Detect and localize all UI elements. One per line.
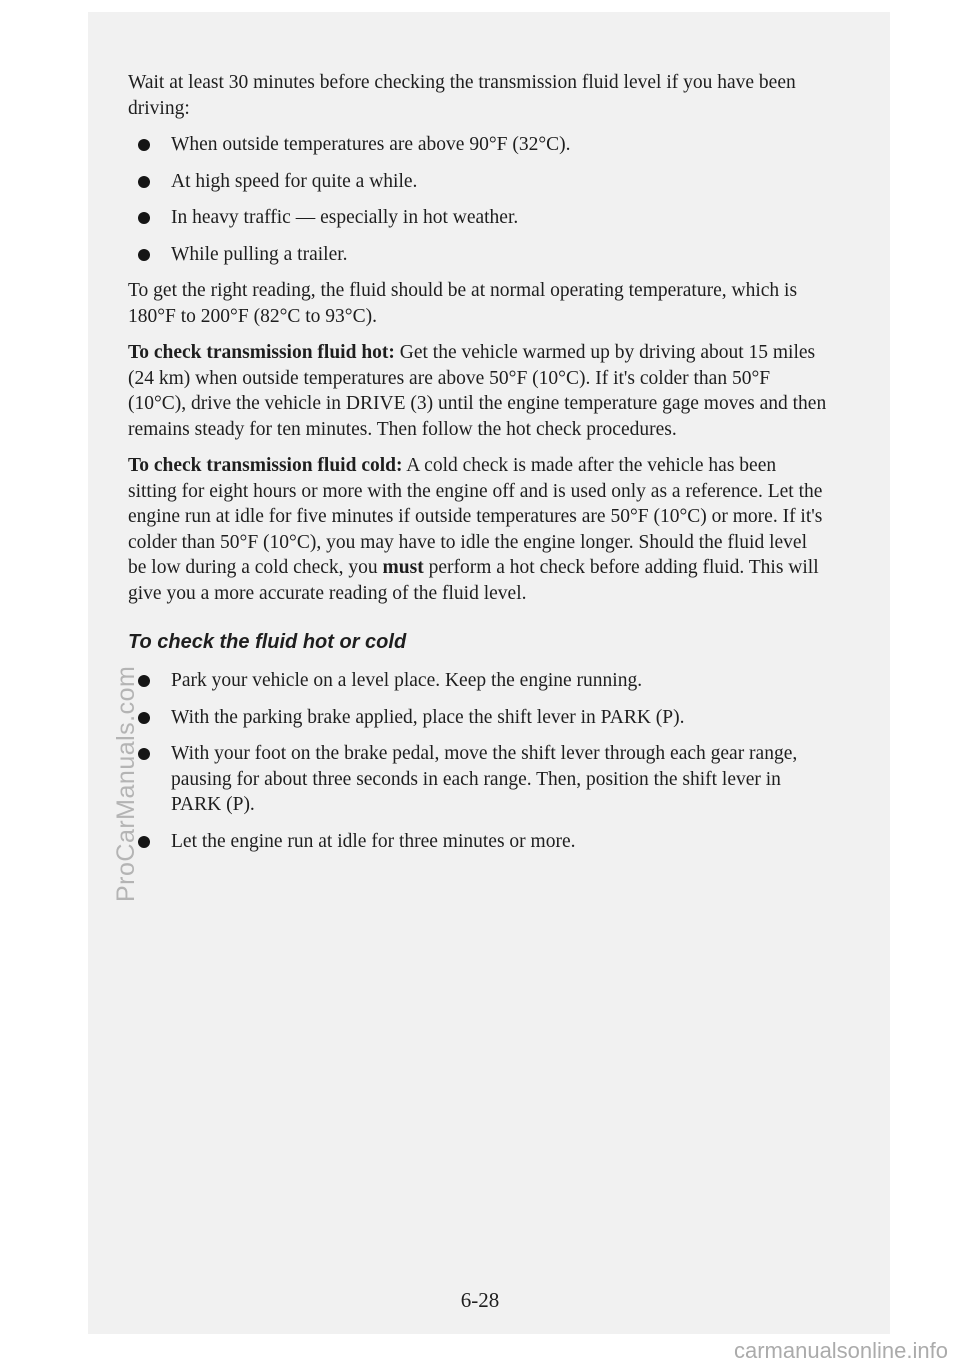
list-item: In heavy traffic — especially in hot weather. xyxy=(128,205,828,231)
reading-paragraph: To get the right reading, the fluid should be at normal operating temperature, which is 180°F to 200°F (82°C to 93°C). xyxy=(128,280,798,327)
list-item: When outside temperatures are above 90°F (32°C). xyxy=(128,132,828,158)
bottom-watermark: carmanualsonline.info xyxy=(733,1338,948,1363)
list-item: Park your vehicle on a level place. Keep the engine running. xyxy=(128,668,828,694)
intro-bullet-list xyxy=(128,132,828,267)
bullet-icon xyxy=(138,176,150,188)
must-emphasis: must xyxy=(382,557,424,578)
cold-check-lead: To check transmission fluid cold: xyxy=(128,455,403,476)
hot-check-paragraph xyxy=(128,340,828,442)
cold-check-paragraph: To check transmission fluid cold: A cold check is made after the vehicle has been sitting for eight hours or more with the engine off and is used only as a reference. Let the engine run at idle for five minutes if outside temperatures are 50°F (10°C) or more. If it's colder than 50°F (10°C), you may have to idle the engine longer. Should the fluid level be low during a cold check, you must perform a hot check before adding fluid. This will give you a more accurate reading of the fluid level. xyxy=(128,455,823,604)
page-number: 6-28 xyxy=(460,1288,500,1312)
page-content xyxy=(128,70,828,865)
list-item: At high speed for quite a while. xyxy=(128,169,828,195)
list-item: With the parking brake applied, place the shift lever in PARK (P). xyxy=(128,705,828,731)
hot-check-lead: To check transmission fluid hot: xyxy=(128,342,395,363)
intro-paragraph: Wait at least 30 minutes before checking the transmission fluid level if you have been driving: xyxy=(128,72,796,119)
list-item: Let the engine run at idle for three minutes or more. xyxy=(128,829,828,855)
list-item: With your foot on the brake pedal, move the shift lever through each gear range, pausing for about three seconds in each range. Then, position the shift lever in PARK (P). xyxy=(128,741,828,818)
bullet-icon xyxy=(138,249,150,261)
procedure-bullet-list xyxy=(128,668,828,854)
bullet-icon xyxy=(138,139,150,151)
procedure-heading: To check the fluid hot or cold xyxy=(128,631,407,653)
bullet-icon xyxy=(138,212,150,224)
list-item: While pulling a trailer. xyxy=(128,242,828,268)
side-watermark: ProCarManuals.com xyxy=(112,665,140,902)
hot-check-text: Get the vehicle warmed up by driving about 15 miles (24 km) when outside temperatures are above 50°F (10°C). If it's colder than 50°F (10°C), drive the vehicle in DRIVE (3) until the engine temperature gage moves and then remains steady for ten minutes. Then follow the hot check procedures. xyxy=(128,342,827,440)
